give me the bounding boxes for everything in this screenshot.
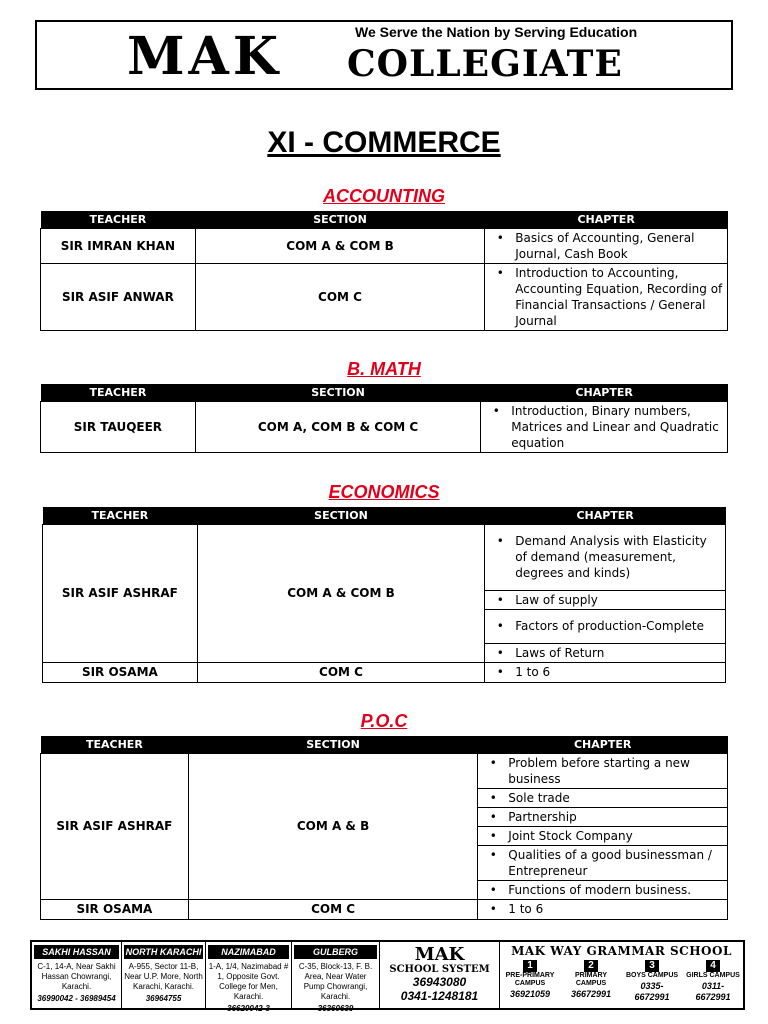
chapter-cell	[478, 899, 728, 919]
section-cell: COM C	[197, 662, 484, 682]
teacher-cell: SIR TAUQEER	[41, 401, 196, 452]
section-cell: COM A & B	[188, 753, 477, 899]
table-row	[41, 753, 728, 788]
accounting-table	[40, 211, 728, 331]
chapter-cell	[485, 643, 726, 662]
school-system-phone: 36943080	[412, 975, 467, 989]
table-header-row	[41, 384, 728, 401]
campus-number: 1	[523, 960, 537, 972]
campus-number: 4	[706, 960, 720, 972]
page-title: XI - COMMERCE	[267, 126, 501, 159]
campus-item	[685, 960, 741, 1003]
bullet-icon: •	[496, 230, 504, 245]
chapter-cell	[485, 662, 726, 682]
chapter-text: Problem before starting a new business	[508, 755, 690, 786]
chapter-text: Law of supply	[515, 592, 598, 607]
column-header-teacher: TEACHER	[41, 736, 189, 753]
branch-name: NAZIMABAD	[208, 945, 289, 959]
teacher-cell: SIR ASIF ANWAR	[41, 263, 196, 330]
campus-label: PRE-PRIMARY CAMPUS	[505, 972, 555, 987]
campus-phone: 36921059	[509, 989, 551, 999]
branch-address: C-35, Block-13, F. B. Area, Near Water Pump Chowrangi, Karachi.	[298, 962, 373, 1001]
branch-address: 1-A, 1/4, Nazimabad # 1, Opposite Govt. College for Men, Karachi.	[208, 962, 289, 1001]
branch-sakhi-hassan	[32, 942, 122, 1008]
column-header-chapter: CHAPTER	[485, 507, 726, 524]
branch-phone: 36360639	[317, 1004, 354, 1013]
chapter-text: Demand Analysis with Elasticity of demand (measurement, degrees and kinds)	[515, 534, 707, 580]
section-cell: COM A & COM B	[197, 524, 484, 662]
bullet-icon: •	[489, 882, 497, 897]
column-header-section: SECTION	[197, 507, 484, 524]
bullet-icon: •	[496, 665, 504, 679]
bmath-table	[40, 384, 728, 453]
campus-list	[502, 960, 741, 1003]
column-header-section: SECTION	[195, 384, 480, 401]
subject-title-economics: ECONOMICS	[328, 482, 440, 502]
table-header-row	[41, 736, 728, 753]
table-row	[43, 662, 726, 682]
campus-label: PRIMARY CAMPUS	[574, 972, 608, 987]
chapter-text: Qualities of a good businessman / Entrepreneur	[508, 847, 712, 878]
chapter-text: Joint Stock Company	[508, 828, 633, 843]
column-header-chapter: CHAPTER	[481, 384, 728, 401]
branch-name: SAKHI HASSAN	[34, 945, 119, 959]
chapter-cell	[485, 263, 728, 330]
campus-item	[563, 960, 619, 1003]
mak-school-system	[380, 942, 500, 1008]
table-header-row	[43, 507, 726, 524]
branch-phone: 36620042-3	[227, 1004, 270, 1013]
teacher-cell: SIR OSAMA	[43, 662, 198, 682]
column-header-chapter: CHAPTER	[485, 211, 728, 228]
bullet-icon: •	[489, 902, 497, 916]
teacher-cell: SIR OSAMA	[41, 899, 189, 919]
bullet-icon: •	[489, 790, 497, 805]
subject-title-accounting: ACCOUNTING	[323, 186, 445, 206]
branch-address: A-955, Sector 11-B, Near U.P. More, North Karachi, Karachi.	[124, 962, 203, 991]
section-cell: COM C	[195, 263, 484, 330]
branch-address: C-1, 14-A, Near Sakhi Hassan Chowrangi, Karachi.	[37, 962, 116, 991]
grammar-school-title: MAK WAY GRAMMAR SCHOOL	[511, 944, 732, 958]
teacher-cell: SIR IMRAN KHAN	[41, 228, 196, 263]
branch-phone: 36964755	[145, 994, 182, 1003]
column-header-section: SECTION	[188, 736, 477, 753]
bullet-icon: •	[489, 847, 497, 862]
chapter-cell	[478, 753, 728, 788]
header-college-name: COLLEGIATE	[347, 43, 623, 85]
column-header-teacher: TEACHER	[41, 384, 196, 401]
chapter-text: Laws of Return	[515, 645, 605, 660]
branch-phone: 36990042 - 36989454	[37, 994, 116, 1003]
economics-table	[42, 507, 726, 683]
header-banner	[35, 20, 733, 90]
section-cell: COM A, COM B & COM C	[195, 401, 480, 452]
chapter-text: 1 to 6	[508, 902, 544, 916]
table-row	[41, 263, 728, 330]
school-system-name: SCHOOL SYSTEM	[389, 964, 490, 975]
table-header-row	[41, 211, 728, 228]
campus-item	[502, 960, 558, 1003]
campus-phone: 0335-6672991	[634, 981, 670, 1002]
bullet-icon: •	[496, 645, 504, 660]
school-system-logo: MAK	[414, 944, 465, 965]
chapter-cell	[478, 788, 728, 807]
bullet-icon: •	[496, 592, 504, 607]
footer-branches	[30, 940, 745, 1013]
chapter-cell	[478, 826, 728, 845]
bullet-icon: •	[496, 265, 504, 280]
poc-table	[40, 736, 728, 920]
teacher-cell: SIR ASIF ASHRAF	[43, 524, 198, 662]
chapter-text: Partnership	[508, 809, 577, 824]
chapter-cell	[478, 845, 728, 880]
chapter-cell	[478, 880, 728, 899]
chapter-text: Functions of modern business.	[508, 882, 692, 897]
campus-item	[624, 960, 680, 1003]
campus-number: 3	[645, 960, 659, 972]
column-header-teacher: TEACHER	[43, 507, 198, 524]
section-cell: COM A & COM B	[195, 228, 484, 263]
header-brand: MAK	[127, 26, 283, 87]
chapter-text: 1 to 6	[515, 665, 551, 679]
campus-number: 2	[584, 960, 598, 972]
bullet-icon: •	[496, 619, 504, 633]
chapter-cell	[485, 609, 726, 643]
bullet-icon: •	[489, 755, 497, 770]
campus-phone: 0311-6672991	[695, 981, 731, 1002]
chapter-cell	[478, 807, 728, 826]
table-row	[43, 524, 726, 590]
chapter-cell	[485, 524, 726, 590]
branch-name: GULBERG	[294, 945, 377, 959]
branch-north-karachi	[122, 942, 206, 1008]
bullet-icon: •	[492, 403, 500, 418]
column-header-chapter: CHAPTER	[478, 736, 728, 753]
chapter-cell	[485, 228, 728, 263]
chapter-cell	[485, 590, 726, 609]
teacher-cell: SIR ASIF ASHRAF	[41, 753, 189, 899]
chapter-text: Sole trade	[508, 790, 570, 805]
subject-title-poc: P.O.C	[360, 711, 408, 731]
chapter-text: Factors of production-Complete	[515, 619, 705, 633]
campus-label: BOYS CAMPUS	[625, 972, 679, 979]
school-system-mobile: 0341-1248181	[400, 989, 479, 1003]
table-row	[41, 401, 728, 452]
chapter-text: Introduction to Accounting, Accounting Equation, Recording of Financial Transactions / General Journal	[515, 265, 723, 328]
campus-label: GIRLS CAMPUS	[686, 972, 740, 979]
bullet-icon: •	[489, 809, 497, 824]
table-row	[41, 228, 728, 263]
campus-phone: 36672991	[570, 989, 612, 999]
subject-title-bmath: B. MATH	[347, 359, 421, 379]
bullet-icon: •	[489, 828, 497, 843]
section-cell: COM C	[188, 899, 477, 919]
chapter-text: Basics of Accounting, General Journal, Cash Book	[515, 230, 695, 261]
branch-name: NORTH KARACHI	[125, 947, 202, 957]
chapter-text: Introduction, Binary numbers, Matrices and Linear and Quadratic equation	[511, 403, 719, 450]
branch-nazimabad	[206, 942, 292, 1013]
mak-way-grammar-school	[500, 942, 743, 1008]
branch-gulberg	[292, 942, 380, 1013]
chapter-cell	[481, 401, 728, 452]
column-header-section: SECTION	[195, 211, 484, 228]
column-header-teacher: TEACHER	[41, 211, 196, 228]
table-row	[41, 899, 728, 919]
bullet-icon: •	[496, 534, 504, 548]
header-tagline: We Serve the Nation by Serving Education	[355, 24, 638, 40]
